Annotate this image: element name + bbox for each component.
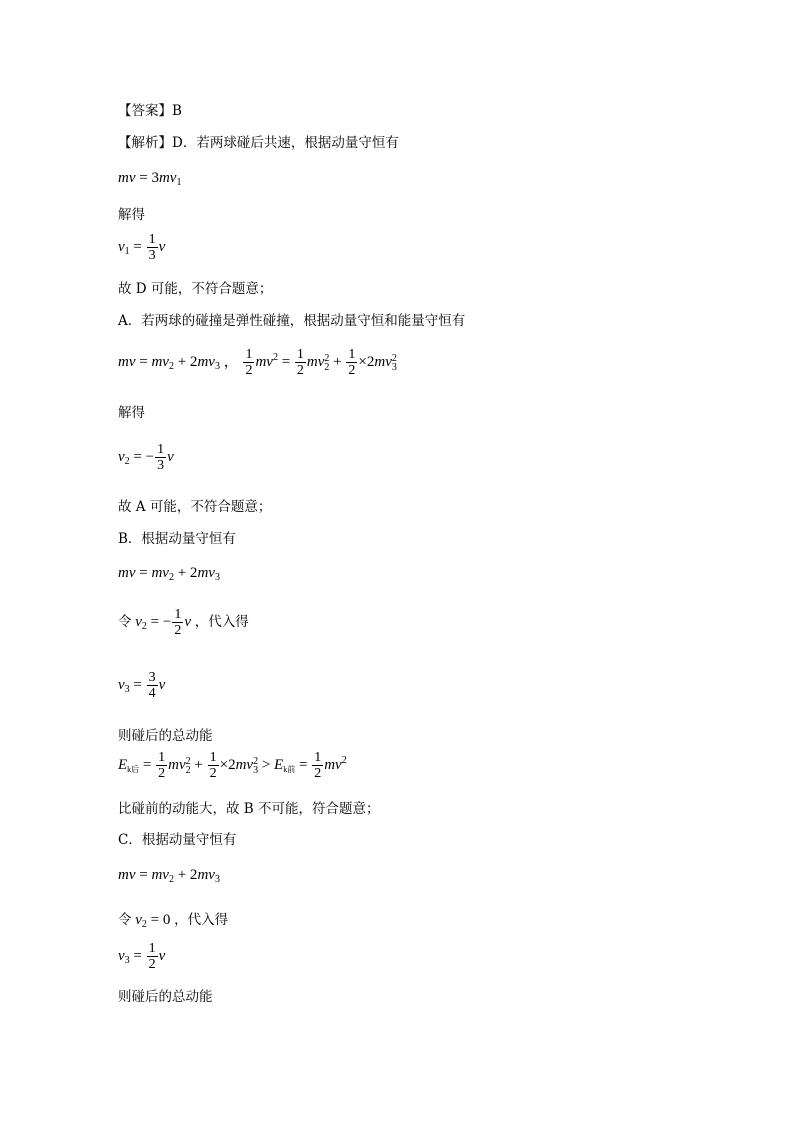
let-suffix-c: ，代入得 bbox=[174, 912, 229, 928]
answer-line: 【答案】B bbox=[118, 103, 182, 119]
ke-after-b: 则碰后的总动能 bbox=[118, 728, 213, 744]
conclusion-a: 故 A 可能，不符合题意； bbox=[118, 499, 272, 515]
equation-v3-b: $v_3$ = $\frac{3}{4}$ v bbox=[118, 670, 166, 701]
equation-momentum-c: mv = $mv_2 + 2mv_3$ bbox=[118, 867, 220, 885]
conclusion-d: 故 D 可能，不符合题意； bbox=[118, 281, 273, 297]
let-statement-c: 令 $v_2 = 0$ ，代入得 bbox=[118, 912, 229, 930]
conclusion-b: 比碰前的动能大，故 B 不可能，符合题意； bbox=[118, 801, 380, 817]
subscript-after: k后 bbox=[127, 764, 140, 774]
equation-v1: $v_1$ = $\frac{1}{3}$ v bbox=[118, 232, 166, 263]
equation-momentum-b: mv = $mv_2 + 2mv_3$ bbox=[118, 565, 220, 583]
case-c: C．根据动量守恒有 bbox=[118, 832, 237, 848]
equation-energy-compare: $E_{k后}$ = $\frac{1}{2}$ mv 2 2 + $\frac{1}{2}$ ×2mv 2 3 > $E_{k前}$ = $\frac{1}{2}$ $mv^2$ bbox=[118, 750, 347, 781]
equation-v3-c: $v_3$ = $\frac{1}{2}$ v bbox=[118, 941, 166, 972]
case-a: A．若两球的碰撞是弹性碰撞，根据动量守恒和能量守恒有 bbox=[118, 313, 466, 329]
equation-elastic: mv = $mv_2 + 2mv_3$ ， $\frac{1}{2}$ $mv^2$ = $\frac{1}{2}$ mv 2 2 + $\frac{1}{2}$ ×2mv 2 3 bbox=[118, 347, 397, 378]
let-prefix-c: 令 bbox=[118, 912, 132, 928]
let-prefix-b: 令 bbox=[118, 613, 132, 630]
solve-label-1: 解得 bbox=[118, 207, 145, 223]
ke-after-c: 则碰后的总动能 bbox=[118, 989, 213, 1005]
let-statement-b: 令 $v_2$ = − $\frac{1}{2}$ v ，代入得 bbox=[118, 607, 249, 638]
analysis-intro: 【解析】D．若两球碰后共速，根据动量守恒有 bbox=[118, 135, 399, 151]
let-suffix-b: ，代入得 bbox=[194, 613, 249, 630]
subscript-before: k前 bbox=[283, 764, 296, 774]
case-b: B．根据动量守恒有 bbox=[118, 531, 236, 547]
equation-momentum-d: mv = $3mv_1$ bbox=[118, 170, 182, 188]
equation-v2-a: $v_2$ = − $\frac{1}{3}$ v bbox=[118, 442, 174, 473]
solve-label-2: 解得 bbox=[118, 405, 145, 421]
